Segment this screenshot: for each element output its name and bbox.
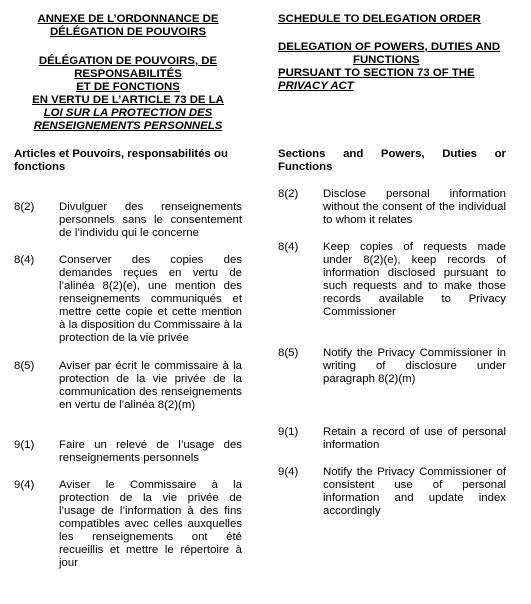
entry-text: Retain a record of use of personal information bbox=[323, 426, 506, 451]
entry-text: Aviser le Commissaire à la protection de la vie privée de l’usage de l’information à des fins compatibles avec celles auxquelles les renseignements ont été recueillis et mettre le répertoire à jour bbox=[59, 479, 242, 569]
section-number: 9(1) bbox=[278, 426, 299, 438]
english-title bbox=[278, 13, 506, 26]
french-title bbox=[14, 13, 242, 39]
french-act-name-line: LOI SUR LA PROTECTION DES bbox=[43, 107, 213, 119]
english-section-heading-line: Functions bbox=[278, 161, 333, 173]
section-number: 8(4) bbox=[278, 241, 299, 253]
section-number: 9(1) bbox=[14, 439, 35, 451]
entry-text: Keep copies of requests made under 8(2)(e), keep records of information disclosed pursuant to such requests and to make those records available to Privacy Commissioner bbox=[323, 241, 506, 318]
section-number: 8(2) bbox=[278, 188, 299, 200]
entry-text: Notify the Privacy Commissioner in writing of disclosure under paragraph 8(2)(m) bbox=[323, 347, 506, 385]
english-subtitle-line: PURSUANT TO SECTION 73 OF THE bbox=[278, 67, 475, 79]
french-section-heading bbox=[14, 148, 242, 174]
english-title-line: SCHEDULE TO DELEGATION ORDER bbox=[278, 13, 481, 25]
french-subtitle-line: EN VERTU DE L’ARTICLE 73 DE LA bbox=[32, 94, 224, 106]
english-section-heading-line: Sections and Powers, Duties or bbox=[278, 148, 506, 160]
section-number: 8(4) bbox=[14, 254, 35, 266]
section-number: 8(5) bbox=[14, 360, 35, 372]
section-number: 9(4) bbox=[278, 466, 299, 478]
french-subtitle-line: ET DE FONCTIONS bbox=[76, 81, 180, 93]
entry-text: Notify the Privacy Commissioner of consistent use of personal information and update index accordingly bbox=[323, 466, 506, 517]
french-title-line: DÉLÉGATION DE POUVOIRS bbox=[49, 26, 207, 38]
english-act-name-line: PRIVACY ACT bbox=[278, 80, 354, 92]
entry-text: Divulguer des renseignements personnels sans le consentement de l’individu qui le concerne bbox=[59, 201, 242, 239]
english-subtitle-line: FUNCTIONS bbox=[353, 54, 420, 66]
entry-text: Conserver des copies des demandes reçues en vertu de l’alinéa 8(2)(e), une mention des renseignements communiqués et mettre cette copie et cette mention à la disposition du Commissaire à la protection de la vie privée bbox=[59, 254, 242, 344]
section-number: 8(2) bbox=[14, 201, 35, 213]
section-number: 9(4) bbox=[14, 479, 35, 491]
english-subtitle-line: DELEGATION OF POWERS, DUTIES AND bbox=[278, 41, 501, 53]
french-subtitle-line: RESPONSABILITÉS bbox=[74, 68, 182, 80]
entry-text: Disclose personal information without the consent of the individual to whom it relates bbox=[323, 188, 506, 226]
french-section-heading-line: Articles et Pouvoirs, responsabilités ou bbox=[14, 148, 228, 160]
french-subtitle-line: DÉLÉGATION DE POUVOIRS, DE bbox=[38, 55, 218, 67]
french-title-line: ANNEXE DE L’ORDONNANCE DE bbox=[37, 13, 219, 25]
english-subtitle bbox=[278, 41, 506, 93]
section-number: 8(5) bbox=[278, 347, 299, 359]
entry-text: Faire un relevé de l’usage des renseignements personnels bbox=[59, 439, 242, 464]
french-section-heading-line: fonctions bbox=[14, 161, 66, 173]
entry-text: Aviser par écrit le commissaire à la protection de la vie privée de la communication des renseignements en vertu de l’alinéa 8(2)(m) bbox=[59, 360, 242, 411]
french-act-name-line: RENSEIGNEMENTS PERSONNELS bbox=[33, 120, 223, 132]
english-section-heading bbox=[278, 148, 506, 174]
french-subtitle bbox=[14, 55, 242, 133]
